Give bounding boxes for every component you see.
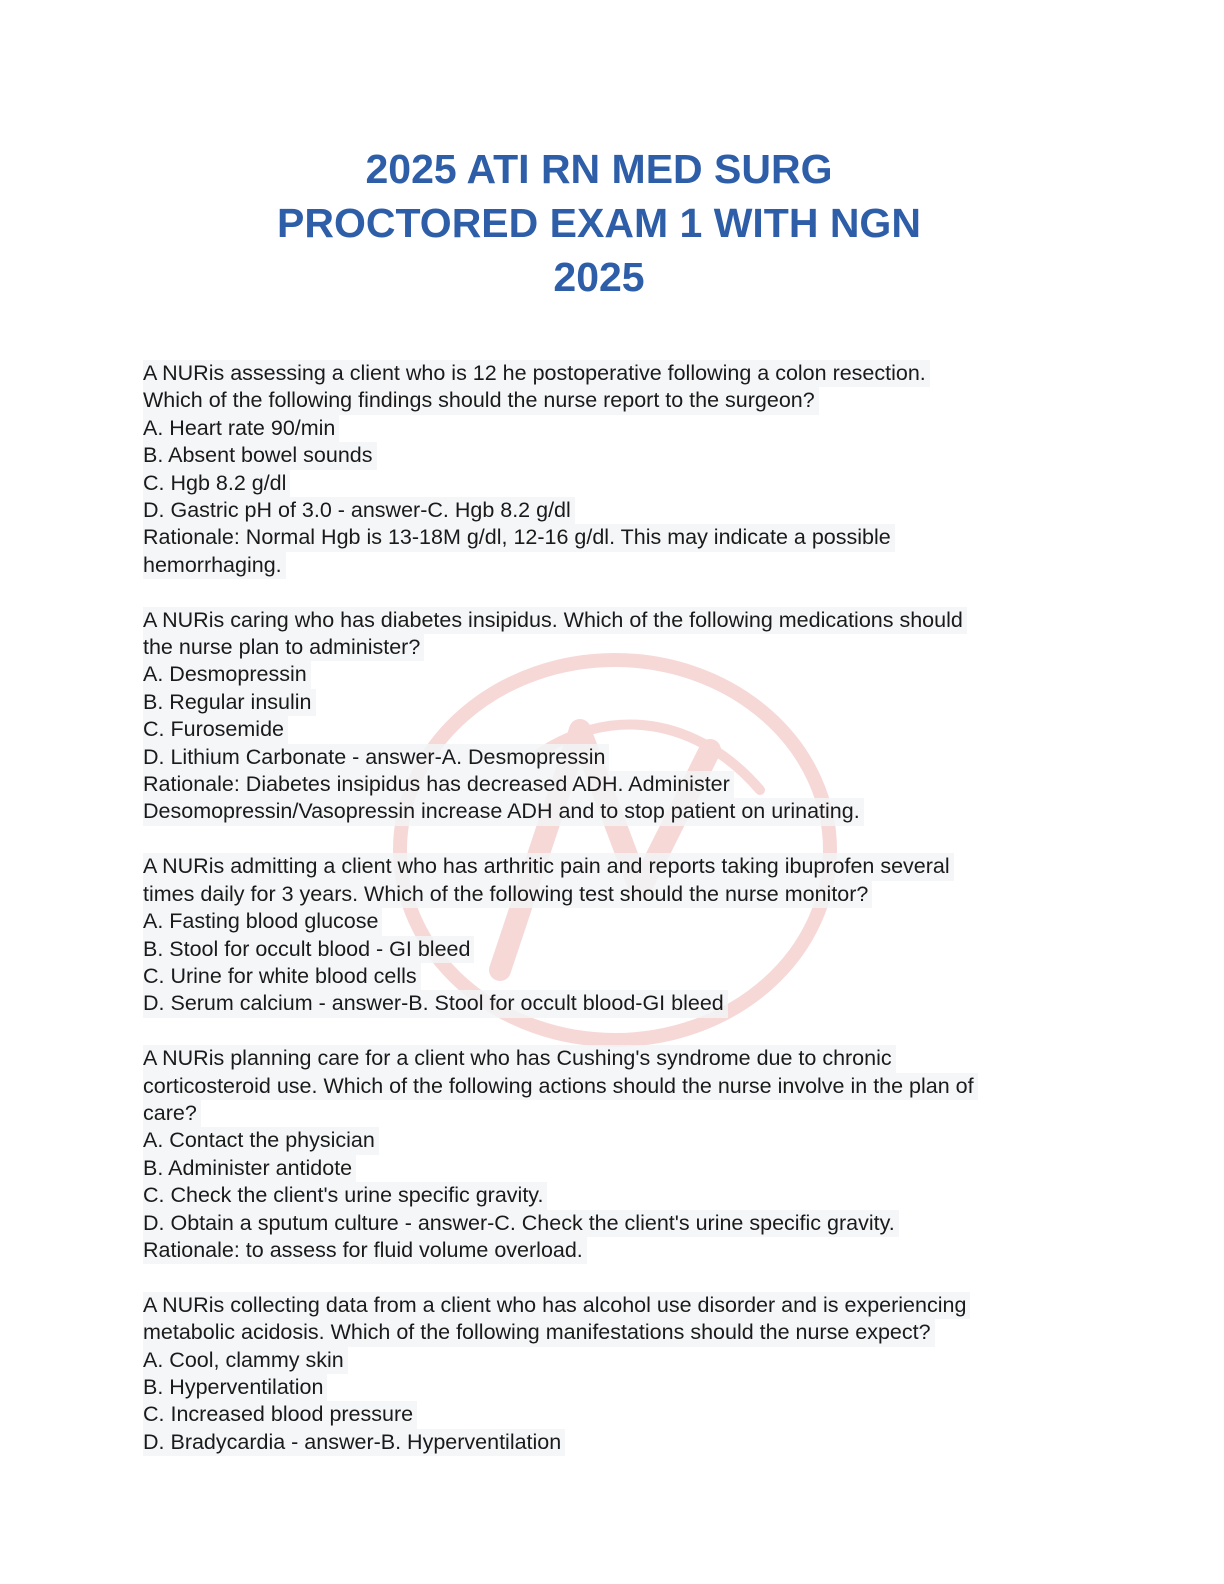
- option-a: A. Cool, clammy skin: [143, 1347, 348, 1374]
- option-c: C. Increased blood pressure: [143, 1401, 417, 1428]
- option-d-with-answer: D. Serum calcium - answer-B. Stool for occult blood-GI bleed: [143, 990, 728, 1017]
- question-block-5: [143, 1292, 1083, 1456]
- question-stem: A NURis admitting a client who has arthritic pain and reports taking ibuprofen several: [143, 853, 954, 880]
- option-c: C. Furosemide: [143, 716, 288, 743]
- rationale: Rationale: to assess for fluid volume overload.: [143, 1237, 587, 1264]
- option-a: A. Heart rate 90/min: [143, 415, 339, 442]
- question-stem: care?: [143, 1100, 201, 1127]
- question-stem: Which of the following findings should the nurse report to the surgeon?: [143, 387, 819, 414]
- rationale: Rationale: Diabetes insipidus has decreased ADH. Administer: [143, 771, 734, 798]
- rationale: hemorrhaging.: [143, 552, 286, 579]
- option-d-with-answer: D. Bradycardia - answer-B. Hyperventilation: [143, 1429, 565, 1456]
- question-stem: times daily for 3 years. Which of the following test should the nurse monitor?: [143, 881, 872, 908]
- rationale: Rationale: Normal Hgb is 13-18M g/dl, 12-16 g/dl. This may indicate a possible: [143, 524, 895, 551]
- option-b: B. Administer antidote: [143, 1155, 356, 1182]
- question-stem: A NURis planning care for a client who has Cushing's syndrome due to chronic: [143, 1045, 896, 1072]
- question-block-3: [143, 853, 1083, 1017]
- question-stem: the nurse plan to administer?: [143, 634, 424, 661]
- question-block-2: [143, 607, 1083, 826]
- option-a: A. Fasting blood glucose: [143, 908, 382, 935]
- question-list: [143, 360, 1083, 1484]
- title-line-1: 2025 ATI RN MED SURG: [365, 146, 833, 192]
- option-a: A. Desmopressin: [143, 661, 311, 688]
- question-stem: corticosteroid use. Which of the following actions should the nurse involve in the plan of: [143, 1073, 978, 1100]
- option-b: B. Absent bowel sounds: [143, 442, 377, 469]
- question-stem: A NURis assessing a client who is 12 he postoperative following a colon resection.: [143, 360, 930, 387]
- question-stem: A NURis caring who has diabetes insipidus. Which of the following medications should: [143, 607, 967, 634]
- option-d-with-answer: D. Lithium Carbonate - answer-A. Desmopressin: [143, 744, 609, 771]
- title-line-3: 2025: [553, 254, 645, 300]
- question-block-4: [143, 1045, 1083, 1264]
- option-d-with-answer: D. Gastric pH of 3.0 - answer-C. Hgb 8.2 g/dl: [143, 497, 575, 524]
- option-c: C. Hgb 8.2 g/dl: [143, 470, 290, 497]
- option-b: B. Hyperventilation: [143, 1374, 327, 1401]
- option-a: A. Contact the physician: [143, 1127, 379, 1154]
- option-b: B. Stool for occult blood - GI bleed: [143, 936, 474, 963]
- option-b: B. Regular insulin: [143, 689, 316, 716]
- question-stem: metabolic acidosis. Which of the following manifestations should the nurse expect?: [143, 1319, 935, 1346]
- question-stem: A NURis collecting data from a client who has alcohol use disorder and is experiencing: [143, 1292, 970, 1319]
- question-block-1: [143, 360, 1083, 579]
- option-c: C. Check the client's urine specific gravity.: [143, 1182, 547, 1209]
- rationale: Desomopressin/Vasopressin increase ADH and to stop patient on urinating.: [143, 798, 864, 825]
- option-c: C. Urine for white blood cells: [143, 963, 421, 990]
- title-line-2: PROCTORED EXAM 1 WITH NGN: [277, 200, 921, 246]
- document-title: [0, 142, 1198, 304]
- option-d-with-answer: D. Obtain a sputum culture - answer-C. Check the client's urine specific gravity.: [143, 1210, 899, 1237]
